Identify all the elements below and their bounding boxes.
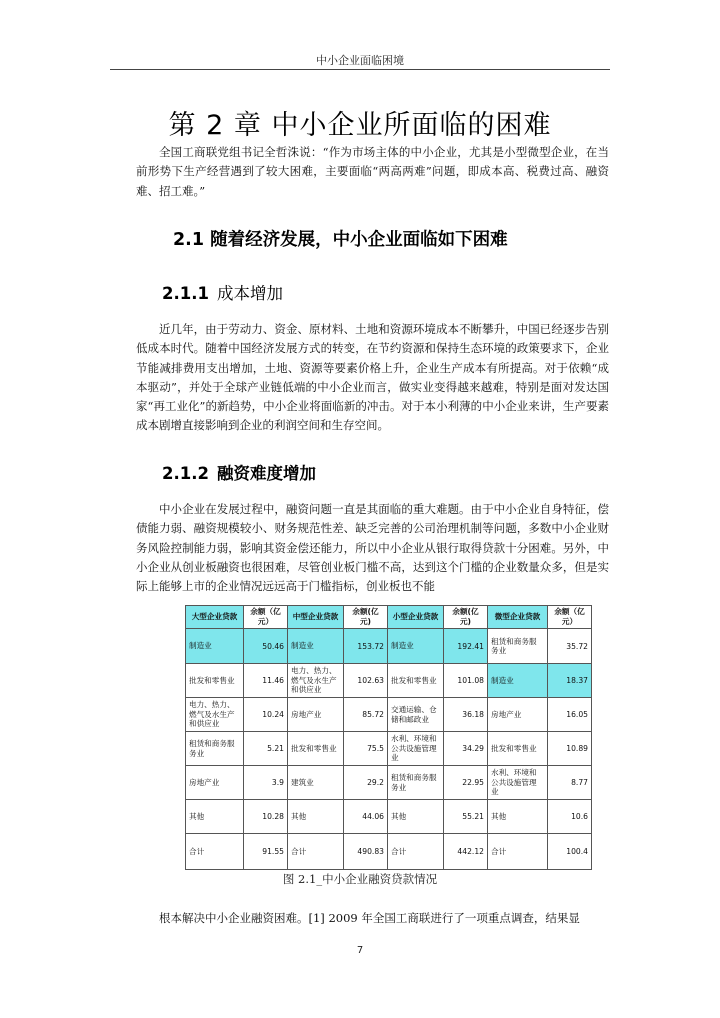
table-cell: 85.72 <box>344 698 388 732</box>
table-cell: 制造业 <box>488 664 548 698</box>
table-cell: 3.9 <box>244 766 288 800</box>
table-cell: 合计 <box>388 834 444 870</box>
table-cell: 16.05 <box>548 698 592 732</box>
table-cell: 153.72 <box>344 629 388 664</box>
table-cell: 102.63 <box>344 664 388 698</box>
table-cell: 合计 <box>186 834 244 870</box>
table-cell: 22.95 <box>444 766 488 800</box>
table-cell: 44.06 <box>344 800 388 834</box>
header-large-balance: 余额（亿元） <box>244 606 288 629</box>
chapter-title: 第 2 章 中小企业所面临的困难 <box>168 110 552 141</box>
table-row <box>186 664 592 698</box>
figure-caption: 图 2.1_中小企业融资贷款情况 <box>282 872 438 886</box>
header-micro-loans: 微型企业贷款 <box>488 606 548 629</box>
table-row <box>186 766 592 800</box>
table-cell: 192.41 <box>444 629 488 664</box>
table-cell: 租赁和商务服务业 <box>488 629 548 664</box>
table-cell: 水利、环境和公共设施管理业 <box>488 766 548 800</box>
table-row <box>186 732 592 766</box>
table-cell: 批发和零售业 <box>388 664 444 698</box>
table-cell: 其他 <box>388 800 444 834</box>
table-row-total <box>186 834 592 870</box>
table-cell: 55.21 <box>444 800 488 834</box>
header-medium-loans: 中型企业贷款 <box>288 606 344 629</box>
table-cell: 75.5 <box>344 732 388 766</box>
table-cell: 101.08 <box>444 664 488 698</box>
loan-table <box>185 605 592 870</box>
running-header: 中小企业面临困境 <box>316 54 404 67</box>
table-cell: 34.29 <box>444 732 488 766</box>
table-cell: 其他 <box>488 800 548 834</box>
section-2-1-2-number: 2.1.2 <box>162 464 209 483</box>
header-small-balance: 余额(亿元) <box>444 606 488 629</box>
table-cell: 5.21 <box>244 732 288 766</box>
table-cell: 10.28 <box>244 800 288 834</box>
table-cell: 租赁和商务服务业 <box>186 732 244 766</box>
table-cell: 100.4 <box>548 834 592 870</box>
section-2-1-1-title: 成本增加 <box>216 284 283 303</box>
table-cell: 水利、环境和公共设施管理业 <box>388 732 444 766</box>
table-cell: 合计 <box>288 834 344 870</box>
table-cell: 其他 <box>186 800 244 834</box>
table-cell: 其他 <box>288 800 344 834</box>
table-cell: 合计 <box>488 834 548 870</box>
header-micro-balance: 余额（亿元） <box>548 606 592 629</box>
intro-paragraph: 全国工商联党组书记全哲洙说：“作为市场主体的中小企业，尤其是小型微型企业，在当前形势下生产经营遇到了较大困难，主要面临“两高两难”问题，即成本高、税费过高、融资难、招工难。” <box>136 145 609 198</box>
table-cell: 批发和零售业 <box>288 732 344 766</box>
table-row <box>186 698 592 732</box>
section-2-1-title: 2.1 随着经济发展，中小企业面临如下困难 <box>173 230 508 250</box>
closing-paragraph: 根本解决中小企业融资困难。[1] 2009 年全国工商联进行了一项重点调查，结果显 <box>159 911 580 925</box>
page-number: 7 <box>356 945 364 956</box>
header-small-loans: 小型企业贷款 <box>388 606 444 629</box>
table-cell: 91.55 <box>244 834 288 870</box>
header-rule <box>110 69 610 70</box>
table-cell: 18.37 <box>548 664 592 698</box>
table-cell: 50.46 <box>244 629 288 664</box>
table-cell: 交通运输、仓储和邮政业 <box>388 698 444 732</box>
table-cell: 35.72 <box>548 629 592 664</box>
header-large-loans: 大型企业贷款 <box>186 606 244 629</box>
table-cell: 租赁和商务服务业 <box>388 766 444 800</box>
table-cell: 10.24 <box>244 698 288 732</box>
table-cell: 10.89 <box>548 732 592 766</box>
table-cell: 房地产业 <box>488 698 548 732</box>
table-cell: 制造业 <box>388 629 444 664</box>
section-2-1-2-heading <box>162 460 316 484</box>
table-cell: 批发和零售业 <box>488 732 548 766</box>
table-cell: 电力、热力、燃气及水生产和供应业 <box>288 664 344 698</box>
table-row <box>186 800 592 834</box>
table-cell: 442.12 <box>444 834 488 870</box>
table-cell: 10.6 <box>548 800 592 834</box>
section-2-1-1-number: 2.1.1 <box>162 284 209 303</box>
table-cell: 建筑业 <box>288 766 344 800</box>
table-cell: 制造业 <box>288 629 344 664</box>
table-cell: 8.77 <box>548 766 592 800</box>
table-cell: 36.18 <box>444 698 488 732</box>
table-cell: 房地产业 <box>186 766 244 800</box>
section-2-1-1-heading <box>162 280 283 304</box>
table-cell: 29.2 <box>344 766 388 800</box>
table-row <box>186 629 592 664</box>
table-cell: 490.83 <box>344 834 388 870</box>
table-cell: 电力、热力、燃气及水生产和供应业 <box>186 698 244 732</box>
section-2-1-1-paragraph: 近几年，由于劳动力、资金、原材料、土地和资源环境成本不断攀升，中国已经逐步告别低成本时代。随着中国经济发展方式的转变，在节约资源和保持生态环境的政策要求下，企业节能减排费用支出增加，土地、资源等要素价格上升，企业生产成本有所提高。对于依赖“成本驱动”，并处于全球产业链低端的中小企业而言，做实业变得越来越难，特别是面对发达国家“再工业化”的新趋势，中小企业将面临新的冲击。对于本小利薄的中小企业来讲，生产要素成本剧增直接影响到企业的利润空间和生存空间。 <box>136 322 609 433</box>
table-cell: 房地产业 <box>288 698 344 732</box>
header-medium-balance: 余额(亿元) <box>344 606 388 629</box>
table-cell: 批发和零售业 <box>186 664 244 698</box>
loan-table-figure <box>185 605 591 870</box>
table-cell: 11.46 <box>244 664 288 698</box>
section-2-1-2-title: 融资难度增加 <box>216 464 316 483</box>
loan-table-header-row <box>186 606 592 629</box>
section-2-1-2-paragraph: 中小企业在发展过程中，融资问题一直是其面临的重大难题。由于中小企业自身特征，偿债能力弱、融资规模较小、财务规范性差、缺乏完善的公司治理机制等问题，多数中小企业财务风险控制能力弱，影响其资金偿还能力，所以中小企业从银行取得贷款十分困难。另外，中小企业从创业板融资也很困难，尽管创业板门槛不高，达到这个门槛的企业数量众多，但是实际上能够上市的企业情况远远高于门槛指标，创业板也不能 <box>136 502 609 594</box>
table-cell: 制造业 <box>186 629 244 664</box>
